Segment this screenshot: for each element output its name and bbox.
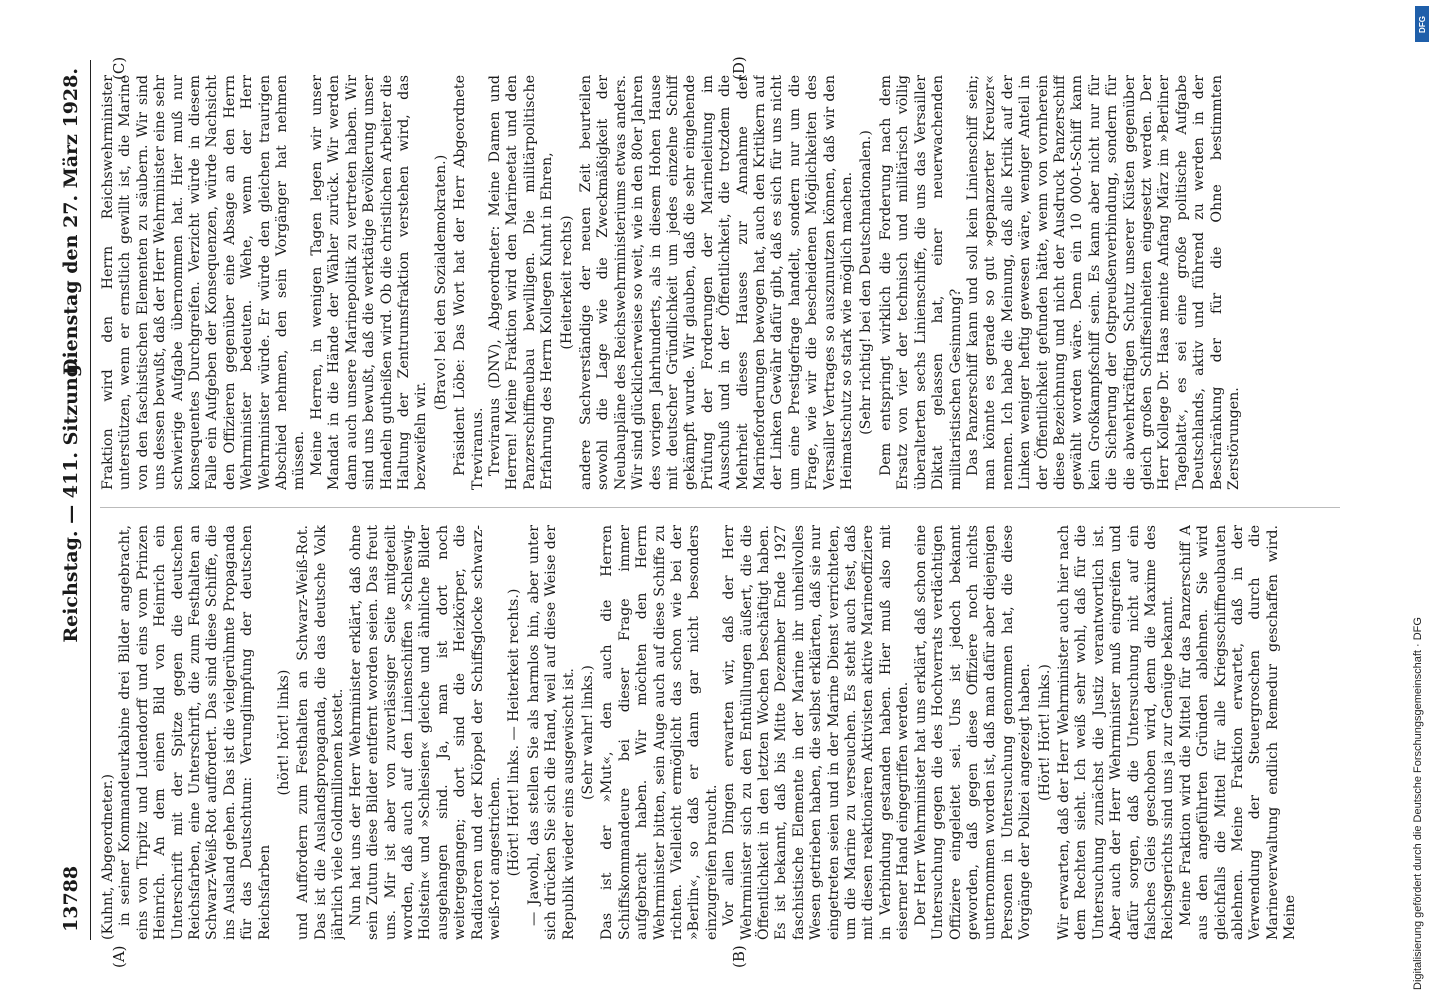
paragraph: Präsident Löbe: Das Wort hat der Herr Abgeordnete Treviranus. [452, 75, 486, 490]
paragraph: und Auffordern zum Festhalten an Schwarz-Weiß-Rot. Das ist die Auslandspropaganda, die das deutsche Volk jährlich viele Goldmillionen kostet. [295, 525, 347, 940]
funding-note-text: Digitalisierung gefördert durch die Deutsche Forschungsgemeinschaft · DFG [1412, 617, 1424, 990]
session-date: Dienstag den 27. März 1928. [60, 68, 82, 376]
page-number: 13788 [60, 865, 82, 932]
paragraph: — Jawohl, das stellen Sie als harmlos hin, aber unter sich drücken Sie sich die Hand, weil auf diese Weise der Republik wieder eins ausgewischt ist. [525, 525, 577, 940]
right-column [100, 75, 1340, 490]
paragraph: Dem entspringt wirklich die Forderung nach dem Ersatz von vier der technisch und militärisch völlig überalterten sechs Linienschiffe, die uns das Versailler Diktat gelassen hat, einer neuerwachenden militaristischen Gesinnung? [877, 75, 964, 490]
interjection: (Hört! Hört! links.) [1036, 664, 1053, 801]
interjection: (Sehr wahr! links.) [579, 665, 596, 800]
paragraph: Treviranus (DNV), Abgeordneter: Meine Damen und Herren! Meine Fraktion wird den Marineetat und den Panzerschiffneubau bewilligen. Die militärpolitische Erfahrung des Herrn Kollegen Kuhnt in Ehren, [486, 75, 556, 490]
dfg-logo [1415, 6, 1429, 42]
paragraph: Das ist der »Mut«, den auch die Herren Schiffskommandeure bei dieser Frage immer aufgebracht haben. Wir möchten den Herrn Wehrminister bitten, sein Auge auch auf diese Schiffe zu richten. Vielleicht ermöglicht das schon wie bei der »Berlin«, so daß er dann gar nicht besonders einzugreifen braucht. [599, 525, 720, 940]
margin-marker-a: (A) [110, 945, 128, 968]
interjection: (Heiterkeit rechts) [558, 215, 575, 350]
margin-marker-c: (C) [110, 56, 128, 80]
rotated-page [50, 56, 1350, 968]
page-header [50, 60, 91, 940]
paragraph: (Kuhnt, Abgeordneter.) [100, 773, 116, 940]
interjection: (Sehr richtig! bei den Deutschnationalen.) [858, 130, 875, 435]
session-title: Reichstag. — 411. Sitzung. [60, 357, 82, 643]
paragraph: Nun hat uns der Herr Wehrminister erklärt, daß ohne sein Zutun diese Bilder entfernt worden seien. Das freut uns. Mir ist aber von zuverlässiger Seite mitgeteilt worden, daß auch auf den Linienschiffen »Schleswig-Holstein« und »Schlesien« gleiche und ähnliche Bilder ausgehangen sind. Ja, man ist dort noch weitergegangen; dort sind die Heizkörper, die Radiatoren und der Klöppel der Schiffsglocke schwarz-weiß-rot angestrichen. [347, 525, 503, 940]
left-column [100, 525, 1340, 940]
interjection: (hört! hört! links) [276, 669, 293, 796]
funding-note [1410, 10, 1430, 990]
paragraph: Das Panzerschiff kann und soll kein Linienschiff sein; man könnte es gerade so gut »gepanzerter Kreuzer« nennen. Ich habe die Meinung, daß alle Kritik auf der Linken weniger heftig gewesen wäre, weniger Anteil in der Öffentlichkeit gefunden hätte, wenn von vornherein diese Bezeichnung und nicht der Ausdruck Panzerschiff gewählt worden wäre. Denn ein 10 000-t-Schiff kann kein Großkampfschiff sein. Es kann aber nicht nur für die Sicherung der Ostpreußenverbindung, sondern für die abwehrkräftigen Schutz unserer Küsten gegenüber gleich großen Schiffseinheiten eingesetzt werden. Der Herr Kollege Dr. Haas meinte Anfang März im »Berliner Tageblatt«, es sei eine große politische Aufgabe Deutschlands, aktiv und führend zu werden in der Beschränkung der für die Ohne bestimmten Zerstörungen. [964, 75, 1242, 490]
margin-marker-d: (D) [730, 56, 748, 80]
column-divider [100, 507, 1340, 508]
paragraph: andere Sachverständige der neuen Zeit beurteilen sowohl die Lage wie die Zweckmäßigkeit der Neubaupläne des Reichswehrministeriums etwas anders. Wir sind glücklicherweise so weit, wie in den 80er Jahren des vorigen Jahrhunderts, als in diesem Hohen Hause mit deutscher Gründlichkeit um jedes einzelne Schiff gekämpft wurde. Wir glauben, daß die sehr eingehende Prüfung der Forderungen der Marineleitung im Ausschuß und in der Öffentlichkeit, die trotzdem die Mehrheit dieses Hauses zur Annahme der Marineforderungen bewogen hat, auch den Kritikern auf der Linken Gewähr dafür gibt, daß es sich für uns nicht um eine Prestigefrage handelt, sondern nur um die Frage, wie wir die bescheidenen Möglichkeiten des Versailler Vertrages so auszunutzen können, daß wir den Heimatschutz so stark wie möglich machen. [577, 75, 856, 490]
dfg-logo-text: DFG [1417, 15, 1427, 33]
paragraph: Meine Herren, in wenigen Tagen legen wir unser Mandat in die Hände der Wähler zurück. Wir werden dann auch unsere Marinepolitik zu vertreten haben. Wir sind uns bewußt, daß die werktätige Bevölkerung unser Handeln gutheißen wird. Ob die christlichen Arbeiter die Haltung der Zentrumsfraktion verstehen wird, das bezweifeln wir. [308, 75, 430, 490]
paragraph: Vor allen Dingen erwarten wir, daß der Herr Wehrminister sich zu den Enthüllungen äußert, die die Öffentlichkeit in den letzten Wochen beschäftigt haben. Es ist bekannt, daß bis Mitte Dezember Ende 1927 faschistische Elemente in der Marine ihr unheilvolles Wesen getrieben haben, die selbst erklärten, daß sie nur eingetreten seien und in der Marine Dienst verrichteten, um die Marine zu verseuchen. Es steht auch fest, daß mit diesen reaktionären Aktivisten aktive Marineoffiziere in Verbindung gestanden haben. Hier muß also mit eiserner Hand eingegriffen werden. [721, 525, 912, 940]
paragraph: Meine Fraktion wird die Mittel für das Panzerschiff A aus den angeführten Gründen ablehnen. Sie wird gleichfalls die Mittel für alle Kriegsschiffneubauten ablehnen. Meine Fraktion erwartet, daß in der Verwendung der Steuergroschen durch die Marineverwaltung endlich Remedur geschaffen wird. Meine [1177, 525, 1299, 940]
paragraph: Fraktion wird den Herrn Reichswehrminister unterstützen, wenn er ernstlich gewillt ist, die Marine von den faschistischen Elementen zu säubern. Wir sind uns dessen bewußt, daß der Herr Wehrminister eine sehr schwierige Aufgabe übernommen hat. Hier muß nur konsequentes Durchgreifen. Verzicht würde in diesem Falle ein Aufgeben der Konsequenzen, würde Nachsicht den Offizieren gegenüber eine Absage an den Herrn Wehrminister bedeuten. Wehe, wenn der Herr Wehrminister würde. Er würde den gleichen traurigen Abschied nehmen, den sein Vorgänger hat nehmen müssen. [100, 75, 308, 490]
paragraph: Der Herr Wehrminister hat uns erklärt, daß schon eine Untersuchung gegen die des Hochverrats verdächtigen Offiziere eingeleitet sei. Uns ist jedoch bekannt geworden, daß gegen diese Offiziere noch nichts unternommen worden ist, daß man dafür aber diejenigen Personen in Untersuchung genommen hat, die diese Vorgänge der Polizei angezeigt haben. [912, 525, 1034, 940]
interjection: (Hört! Hört! links. — Heiterkeit rechts.) [506, 588, 523, 877]
paragraph: Wir erwarten, daß der Herr Wehrminister auch hier nach dem Rechten sieht. Ich weiß sehr wohl, daß für die Untersuchung zunächst die Justiz verantwortlich ist. Aber auch der Herr Wehrminister muß eingreifen und dafür sorgen, daß die Untersuchung nicht auf ein falsches Gleis geschoben wird, denn die Maxime des Reichsgerichts sind uns ja zur Genüge bekannt. [1055, 525, 1177, 940]
paragraph: in seiner Kommandeurkabine drei Bilder angebracht, eins von Tirpitz und Ludendorff und eins vom Prinzen Heinrich. An dem einen Bild von Heinrich ein Unterschrift mit der Spitze gegen die deutschen Reichsfarben, eine Unterschrift, die zum Festhalten an Schwarz-Weiß-Rot auffordert. Das sind diese Schiffe, die ins Ausland gehen. Das ist die vielgerühmte Propaganda für das Deutschtum: Verunglimpfung der deutschen Reichsfarben [117, 525, 273, 940]
margin-marker-b: (B) [730, 945, 748, 968]
interjection: (Bravo! bei den Sozialdemokraten.) [432, 154, 449, 411]
